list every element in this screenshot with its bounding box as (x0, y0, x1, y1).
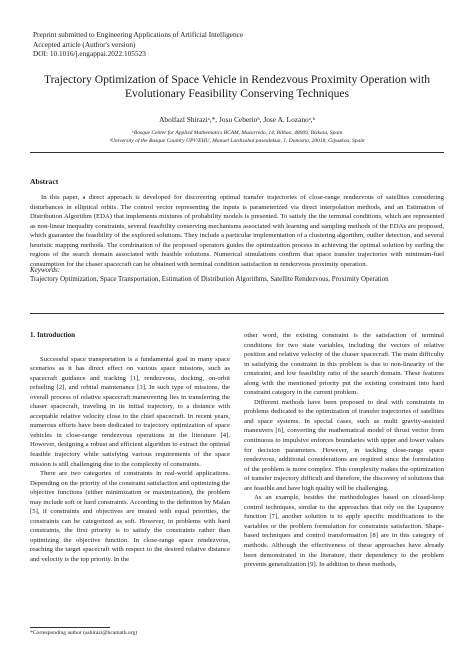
abstract-heading: Abstract (30, 177, 59, 186)
footnote-rule (30, 627, 110, 628)
corresponding-author-footnote: *Corresponding author (ashirazi@bcamath.org) (30, 630, 138, 636)
abstract-top-rule (30, 152, 444, 153)
article-status-line: Accepted article (Author's version) (33, 39, 136, 49)
intro-paragraph-5: As an example, besides the methodologies based on closed-loop control techniques, similar to the approaches that rely on the Lyapunov function [7], another solution is to apply specific modifications to the variables or the problem formulation for constraints satisfaction. Shape-based techniques and control transformation [8] are in this category of methods. Although the effectiveness of these approaches have already been demonstrated in the literature, their dependency to the problem prevents generalization [9]. In addition to these methods, (244, 494, 444, 569)
abstract-text: In this paper, a direct approach is developed for discovering optimal transfer trajectories of close-range rendezvous of satellites considering disturbances in elliptical orbits. The control vector representing the inputs is parameterized via direct interpolation methods, and an Estimation of Distribution Algorithm (EDA) that implements mixtures of probability models is presented. To satisfy the the terminal conditions, which are represented as non-linear inequality constraints, several feasibility conserving mechanisms associated with learning and sampling methods of the EDAs are proposed, which guarantee the feasibility of the explored solutions. They include a particular implementation of a clustering algorithm, outlier detection, and several heuristic mapping methods. The combination of the proposed operators guides the optimization process in achieving the optimal solution by surfing the regions of the search domain associated with feasible solutions. Numerical simulations confirm that space transfer trajectories with minimum-fuel consumption for the chaser spacecraft can be obtained with terminal condition satisfaction in rendezvous proximity operation. (30, 194, 444, 268)
section-heading-introduction: 1. Introduction (30, 331, 75, 339)
keywords-text: Trajectory Optimization, Space Transportation, Estimation of Distribution Algorithms, Satellite Rendezvous, Proximity Operation (30, 276, 389, 283)
preprint-header (33, 30, 433, 59)
right-column (244, 331, 444, 570)
intro-paragraph-4: Different methods have been proposed to deal with constraints in problems dedicated to the optimization of transfer trajectories of satellites and space systems. In special cases, such as multi gravity-assisted maneuvers [6], converting the mathematical model of thrust vector from continuous to impulsive enforces boundaries with upper and lower values for decision parameters. However, in tackling close-range space rendezvous, additional considerations are required since the formulation of the problem is more complex. This complexity makes the optimization of transfer trajectory difficult and therefore, the discovery of solutions that are feasible and have high quality will be challenging. (244, 398, 444, 492)
doi-line: DOI: 10.1016/j.engappai.2022.105523 (33, 49, 146, 59)
paper-title: Trajectory Optimization of Space Vehicle in Rendezvous Proximity Operation with Evolutionary Feasibility Conserving Techniques (43, 73, 431, 100)
affiliation-b: ᵇUniversity of the Basque Country UPV/EHU, Manuel Lardizabal pasealekua, 1, Donostia, 20018, Gipuzkoa, Spain (109, 138, 365, 144)
keywords-heading: Keywords: (30, 266, 61, 274)
author-list: Abolfazl Shiraziᵃ,*, Josu Ceberioᵇ, Jose A. Lozanoᵃ,ᵇ (159, 115, 315, 124)
intro-paragraph-3: other word, the existing constraint is the satisfaction of terminal conditions for two state variables, including the vectors of relative position and relative velocity of the chaser spacecraft. The main difficulty in satisfying the constraint in this problem is due to non-linearity of the constraint, and low feasibility ratio of the search domain. These features along with the mentioned priority put the existing constraint into hard constraint category in the current problem. (244, 332, 444, 397)
abstract-bottom-rule (30, 313, 444, 314)
intro-paragraph-1: Successful space transportation is a fundamental goal in many space scenarios as it has direct effect on various space missions, such as spacecraft guidance and tracking [1], rendezvous, docking, on-orbit refueling [2], and orbital maintenance [3]. In such type of missions, the overall process of relative spacecraft maneuvering lies in transferring the chaser spacecraft, traveling in its initial trajectory, to a distance with acceptable relative velocity close to the chief spacecraft. In recent years, numerous efforts have been dedicated to trajectory optimization of space vehicles in close-range rendezvous operations in the literature [4]. However, designing a robust and efficient algorithm to extract the optimal feasible trajectory while satisfying various requirements of the space mission is still challenging due to the complexity of constraints. (30, 355, 230, 468)
affiliation-a: ᵃBasque Center for Applied Mathematics BCAM, Mazarredo, 14, Bilbao, 48009, Bizkaia, Spain (131, 130, 343, 136)
affiliations (30, 129, 444, 145)
left-column (30, 331, 230, 565)
journal-line: Preprint submitted to Engineering Applications of Artificial Intelligence (33, 30, 244, 39)
intro-paragraph-2: There are two categories of constraints in real-world applications. Depending on the priority of the constraint satisfaction and optimizing the objective functions (either minimization or maximization), the problem may include soft or hard constraints. According to the definition by Malan [5], if constraints and objectives are treated with equal priorities, the constraints can be categorized as soft. However, in problems with hard constraints, the first priority is to satisfy the constraints rather than optimizing the objective function. In close-range space rendezvous, reaching the target spacecraft with respect to the desired relative distance and velocity is the top priority. In the (30, 470, 230, 564)
